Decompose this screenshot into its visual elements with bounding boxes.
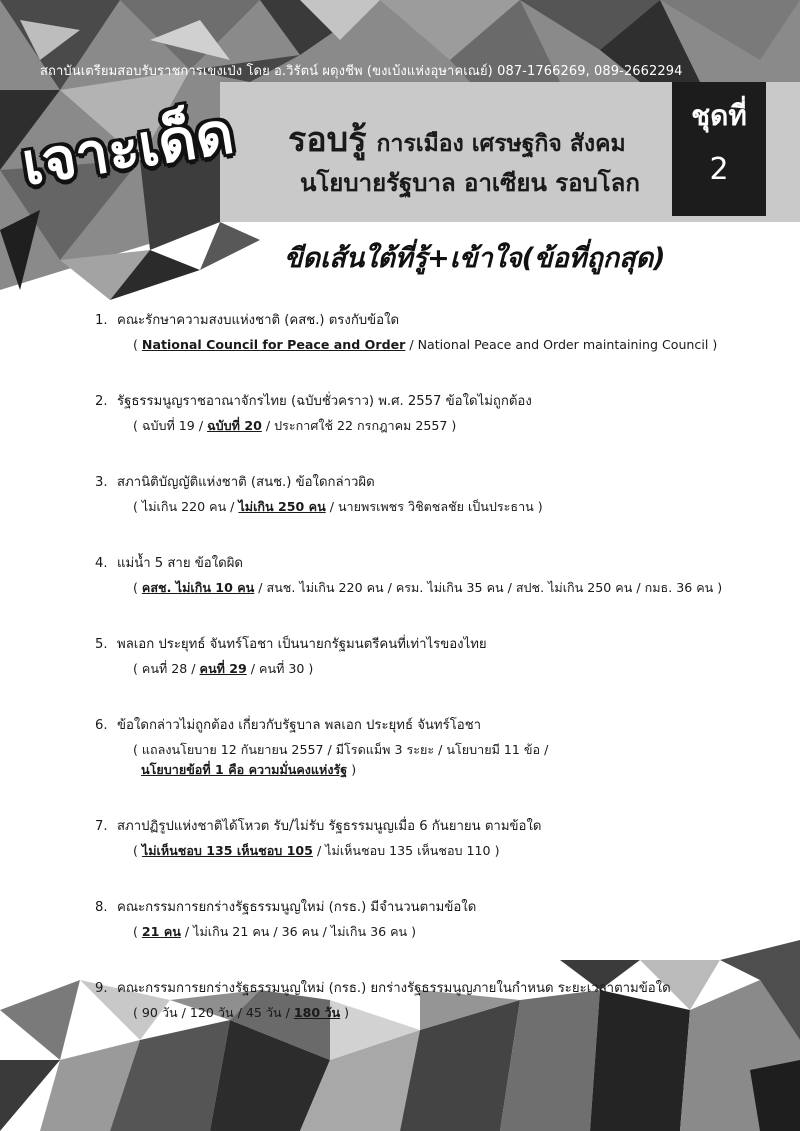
open-paren: ( <box>133 742 142 757</box>
option-text: 90 วัน / 120 วัน / 45 วัน / <box>141 1005 294 1020</box>
close-paren: ) <box>340 1005 350 1020</box>
question-options <box>133 579 775 597</box>
question-text: คณะกรรมการยกร่างรัฐธรรมนูญใหม่ (กรธ.) ยกร่างรัฐธรรมนูญภายในกำหนด ระยะเวลาตามข้อใด <box>117 981 671 996</box>
question-item <box>95 717 775 779</box>
correct-answer: คนที่ 29 <box>199 661 247 676</box>
options-second-line <box>141 761 775 779</box>
question-number: 2. <box>95 394 108 409</box>
set-number-box <box>672 82 766 216</box>
option-text: / นายพรเพชร วิชิตชลชัย เป็นประธาน <box>325 499 534 514</box>
subtitle: ขีดเส้นใต้ที่รู้+เข้าใจ(ข้อที่ถูกสุด) <box>284 243 666 274</box>
close-paren: ) <box>713 580 723 595</box>
option-text: แถลงนโยบาย 12 กันยายน 2557 / มีโรดแม็พ 3 ระยะ / นโยบายมี 11 ข้อ / <box>141 742 549 757</box>
close-paren: ) <box>407 924 417 939</box>
question-options <box>133 660 775 678</box>
question-text: ข้อใดกล่าวไม่ถูกต้อง เกี่ยวกับรัฐบาล พลเอก ประยุทธ์ จันทร์โอชา <box>117 718 482 733</box>
question-text: แม่น้ำ 5 สาย ข้อใดผิด <box>117 556 243 571</box>
close-paren: ) <box>304 661 314 676</box>
close-paren: ) <box>708 337 718 352</box>
open-paren: ( <box>133 580 142 595</box>
question-number: 3. <box>95 475 108 490</box>
title-big: รอบรู้ <box>288 120 367 160</box>
correct-answer: 21 คน <box>141 924 181 939</box>
question-list <box>95 312 775 1061</box>
question-number: 5. <box>95 637 108 652</box>
question-line <box>95 312 775 330</box>
question-options <box>133 1004 775 1022</box>
question-options <box>133 417 775 435</box>
close-paren: ) <box>490 843 500 858</box>
option-text: / ไม่เห็นชอบ 135 เห็นชอบ 110 <box>312 843 491 858</box>
open-paren: ( <box>133 418 142 433</box>
correct-answer: 180 วัน <box>293 1005 341 1020</box>
question-line <box>95 555 775 573</box>
set-number: 2 <box>709 152 729 187</box>
open-paren: ( <box>133 499 142 514</box>
question-item <box>95 312 775 354</box>
option-text: / ประกาศใช้ 22 กรกฎาคม 2557 <box>261 418 448 433</box>
question-text: สภานิติบัญญัติแห่งชาติ (สนช.) ข้อใดกล่าวผิด <box>117 475 375 490</box>
question-number: 1. <box>95 313 108 328</box>
option-text: / ไม่เกิน 21 คน / 36 คน / ไม่เกิน 36 คน <box>180 924 408 939</box>
question-text: รัฐธรรมนูญราชอาณาจักรไทย (ฉบับชั่วคราว) พ.ศ. 2557 ข้อใดไม่ถูกต้อง <box>117 394 532 409</box>
question-text: สภาปฏิรูปแห่งชาติได้โหวต รับ/ไม่รับ รัฐธรรมนูญเมื่อ 6 กันยายน ตามข้อใด <box>117 819 542 834</box>
close-paren: ) <box>347 762 357 777</box>
question-line <box>95 717 775 735</box>
question-item <box>95 818 775 860</box>
question-number: 7. <box>95 819 108 834</box>
question-line <box>95 899 775 917</box>
question-options <box>133 498 775 516</box>
set-label: ชุดที่ <box>691 99 747 132</box>
correct-answer: National Council for Peace and Order <box>141 337 406 352</box>
question-line <box>95 980 775 998</box>
question-item <box>95 899 775 941</box>
question-text: คณะกรรมการยกร่างรัฐธรรมนูญใหม่ (กรธ.) มีจำนวนตามข้อใด <box>117 900 477 915</box>
institute-line: สถาบันเตรียมสอบรับราชการเขงเป่ง โดย อ.วิรัตน์ ผดุงชีพ (ขงเบ้งแห่งอุษาคเณย์) 087-1766269, 089-2662294 <box>40 64 683 79</box>
main-title-line1 <box>288 112 626 166</box>
question-number: 6. <box>95 718 108 733</box>
question-number: 9. <box>95 981 108 996</box>
badge-title: เจาะเด็ด <box>17 98 239 199</box>
question-line <box>95 818 775 836</box>
correct-answer: ฉบับที่ 20 <box>207 418 262 433</box>
option-text: / National Peace and Order maintaining Council <box>405 337 709 352</box>
question-number: 4. <box>95 556 108 571</box>
question-item <box>95 474 775 516</box>
open-paren: ( <box>133 1005 142 1020</box>
close-paren: ) <box>447 418 457 433</box>
question-item <box>95 636 775 678</box>
title-rest: การเมือง เศรษฐกิจ สังคม <box>376 130 626 157</box>
question-text: พลเอก ประยุทธ์ จันทร์โอชา เป็นนายกรัฐมนตรีคนที่เท่าไรของไทย <box>117 637 487 652</box>
option-text: / คนที่ 30 <box>246 661 305 676</box>
main-title-line2: นโยบายรัฐบาล อาเซียน รอบโลก <box>300 168 640 197</box>
open-paren: ( <box>133 661 142 676</box>
option-text: ฉบับที่ 19 / <box>141 418 208 433</box>
correct-answer: ไม่เห็นชอบ 135 เห็นชอบ 105 <box>141 843 313 858</box>
question-options <box>133 842 775 860</box>
question-item <box>95 980 775 1022</box>
open-paren: ( <box>133 337 142 352</box>
question-line <box>95 474 775 492</box>
open-paren: ( <box>133 924 142 939</box>
question-options <box>133 336 775 354</box>
correct-answer: คสช. ไม่เกิน 10 คน <box>141 580 255 595</box>
question-number: 8. <box>95 900 108 915</box>
open-paren: ( <box>133 843 142 858</box>
question-item <box>95 393 775 435</box>
close-paren: ) <box>533 499 543 514</box>
question-options <box>133 741 775 779</box>
option-text: ไม่เกิน 220 คน / <box>141 499 239 514</box>
option-text: / สนช. ไม่เกิน 220 คน / ครม. ไม่เกิน 35 คน / สปช. ไม่เกิน 250 คน / กมธ. 36 คน <box>254 580 714 595</box>
question-line <box>95 636 775 654</box>
question-item <box>95 555 775 597</box>
question-text: คณะรักษาความสงบแห่งชาติ (คสช.) ตรงกับข้อใด <box>117 313 400 328</box>
correct-answer: นโยบายข้อที่ 1 คือ ความมั่นคงแห่งรัฐ <box>141 762 348 777</box>
correct-answer: ไม่เกิน 250 คน <box>238 499 326 514</box>
question-options <box>133 923 775 941</box>
question-line <box>95 393 775 411</box>
option-text: คนที่ 28 / <box>141 661 200 676</box>
